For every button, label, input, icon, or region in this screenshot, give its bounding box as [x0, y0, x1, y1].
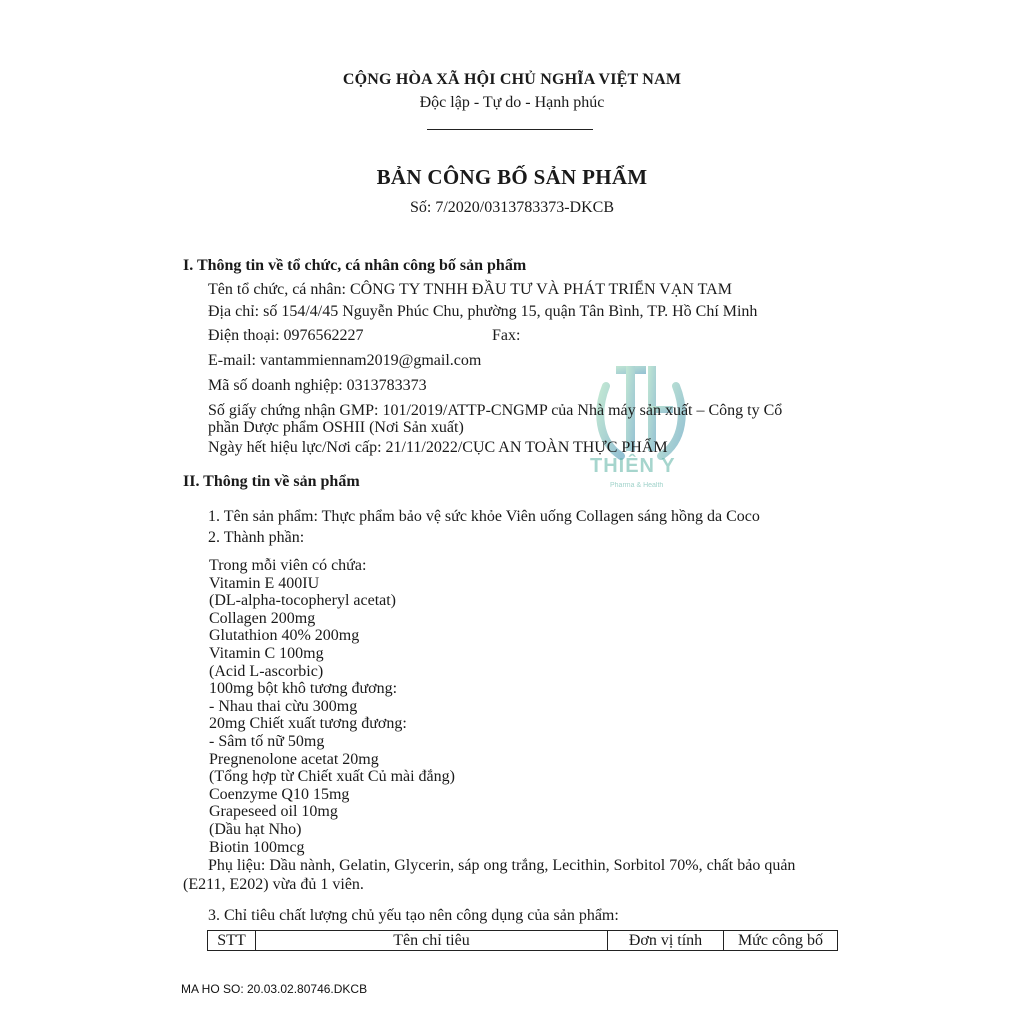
- ingredient-line: (Tổng hợp từ Chiết xuất Củ mài đắng): [209, 768, 455, 786]
- quality-criteria-heading: 3. Chỉ tiêu chất lượng chủ yếu tạo nên công dụng của sản phẩm:: [208, 907, 619, 924]
- ingredient-line: - Sâm tố nữ 50mg: [209, 732, 325, 750]
- certificate-validity: Ngày hết hiệu lực/Nơi cấp: 21/11/2022/CỤC AN TOÀN THỰC PHẨM: [208, 439, 668, 456]
- ingredients-list: [209, 557, 455, 856]
- motto-divider: [427, 129, 593, 130]
- watermark-tagline: Pharma & Health: [610, 482, 664, 489]
- product-name: 1. Tên sản phẩm: Thực phẩm bảo vệ sức khỏe Viên uống Collagen sáng hồng da Coco: [208, 508, 760, 525]
- watermark-brand-name: THIÊN Y: [590, 455, 676, 477]
- org-email: E-mail: vantammiennam2019@gmail.com: [208, 352, 482, 369]
- section-1-heading: I. Thông tin về tổ chức, cá nhân công bố sản phẩm: [183, 257, 527, 274]
- ingredient-line: Vitamin C 100mg: [209, 644, 324, 662]
- section-2-heading: II. Thông tin về sản phẩm: [183, 473, 360, 490]
- motto: Độc lập - Tự do - Hạnh phúc: [419, 94, 605, 111]
- ingredient-line: Biotin 100mcg: [209, 838, 305, 856]
- ingredient-line: (Dầu hạt Nho): [209, 820, 302, 838]
- document-title: BẢN CÔNG BỐ SẢN PHẨM: [376, 165, 648, 189]
- ingredient-line: Glutathion 40% 200mg: [209, 627, 360, 645]
- org-fax: Fax:: [492, 327, 521, 344]
- org-phone: Điện thoại: 0976562227: [208, 327, 364, 344]
- org-name: Tên tổ chức, cá nhân: CÔNG TY TNHH ĐẦU TƯ VÀ PHÁT TRIỂN VẠN TAM: [208, 281, 732, 298]
- org-address: Địa chỉ: số 154/4/45 Nguyễn Phúc Chu, phường 15, quận Tân Bình, TP. Hồ Chí Minh: [208, 303, 758, 320]
- excipients-line-1: Phụ liệu: Dầu nành, Gelatin, Glycerin, sáp ong trắng, Lecithin, Sorbitol 70%, chất bảo quản: [208, 857, 796, 874]
- ingredient-line: Collagen 200mg: [209, 609, 316, 627]
- gmp-certificate-line-2: phần Dược phẩm OSHII (Nơi Sản xuất): [208, 419, 464, 436]
- table-header-unit: Đơn vị tính: [608, 931, 724, 950]
- excipients-line-2: (E211, E202) vừa đủ 1 viên.: [183, 876, 364, 893]
- ingredient-line: Trong mỗi viên có chứa:: [209, 557, 367, 574]
- ingredient-line: Vitamin E 400IU: [209, 574, 320, 592]
- ingredient-line: 20mg Chiết xuất tương đương:: [209, 715, 407, 733]
- ingredient-line: Coenzyme Q10 15mg: [209, 785, 350, 803]
- document-number: Số: 7/2020/0313783373-DKCB: [409, 199, 614, 216]
- quality-criteria-table: [207, 930, 838, 951]
- table-header-criteria-name: Tên chỉ tiêu: [256, 931, 608, 950]
- ingredient-line: (Acid L-ascorbic): [209, 662, 324, 680]
- ingredient-line: - Nhau thai cừu 300mg: [209, 697, 358, 715]
- ingredient-line: Grapeseed oil 10mg: [209, 803, 338, 821]
- ingredient-line: (DL-alpha-tocopheryl acetat): [209, 592, 397, 610]
- table-header-declared-level: Mức công bố: [737, 931, 824, 949]
- footer-dossier-code: MA HO SO: 20.03.02.80746.DKCB: [181, 982, 368, 996]
- ingredient-line: 100mg bột khô tương đương:: [209, 680, 398, 698]
- business-code: Mã số doanh nghiệp: 0313783373: [208, 377, 427, 394]
- ingredient-line: Pregnenolone acetat 20mg: [209, 750, 379, 768]
- composition-heading: 2. Thành phần:: [208, 529, 305, 546]
- gmp-certificate-line-1: Số giấy chứng nhận GMP: 101/2019/ATTP-CNGMP của Nhà máy sản xuất – Công ty Cổ: [208, 402, 783, 419]
- nation-heading: CỘNG HÒA XÃ HỘI CHỦ NGHĨA VIỆT NAM: [342, 71, 682, 88]
- table-header-stt: STT: [208, 931, 256, 950]
